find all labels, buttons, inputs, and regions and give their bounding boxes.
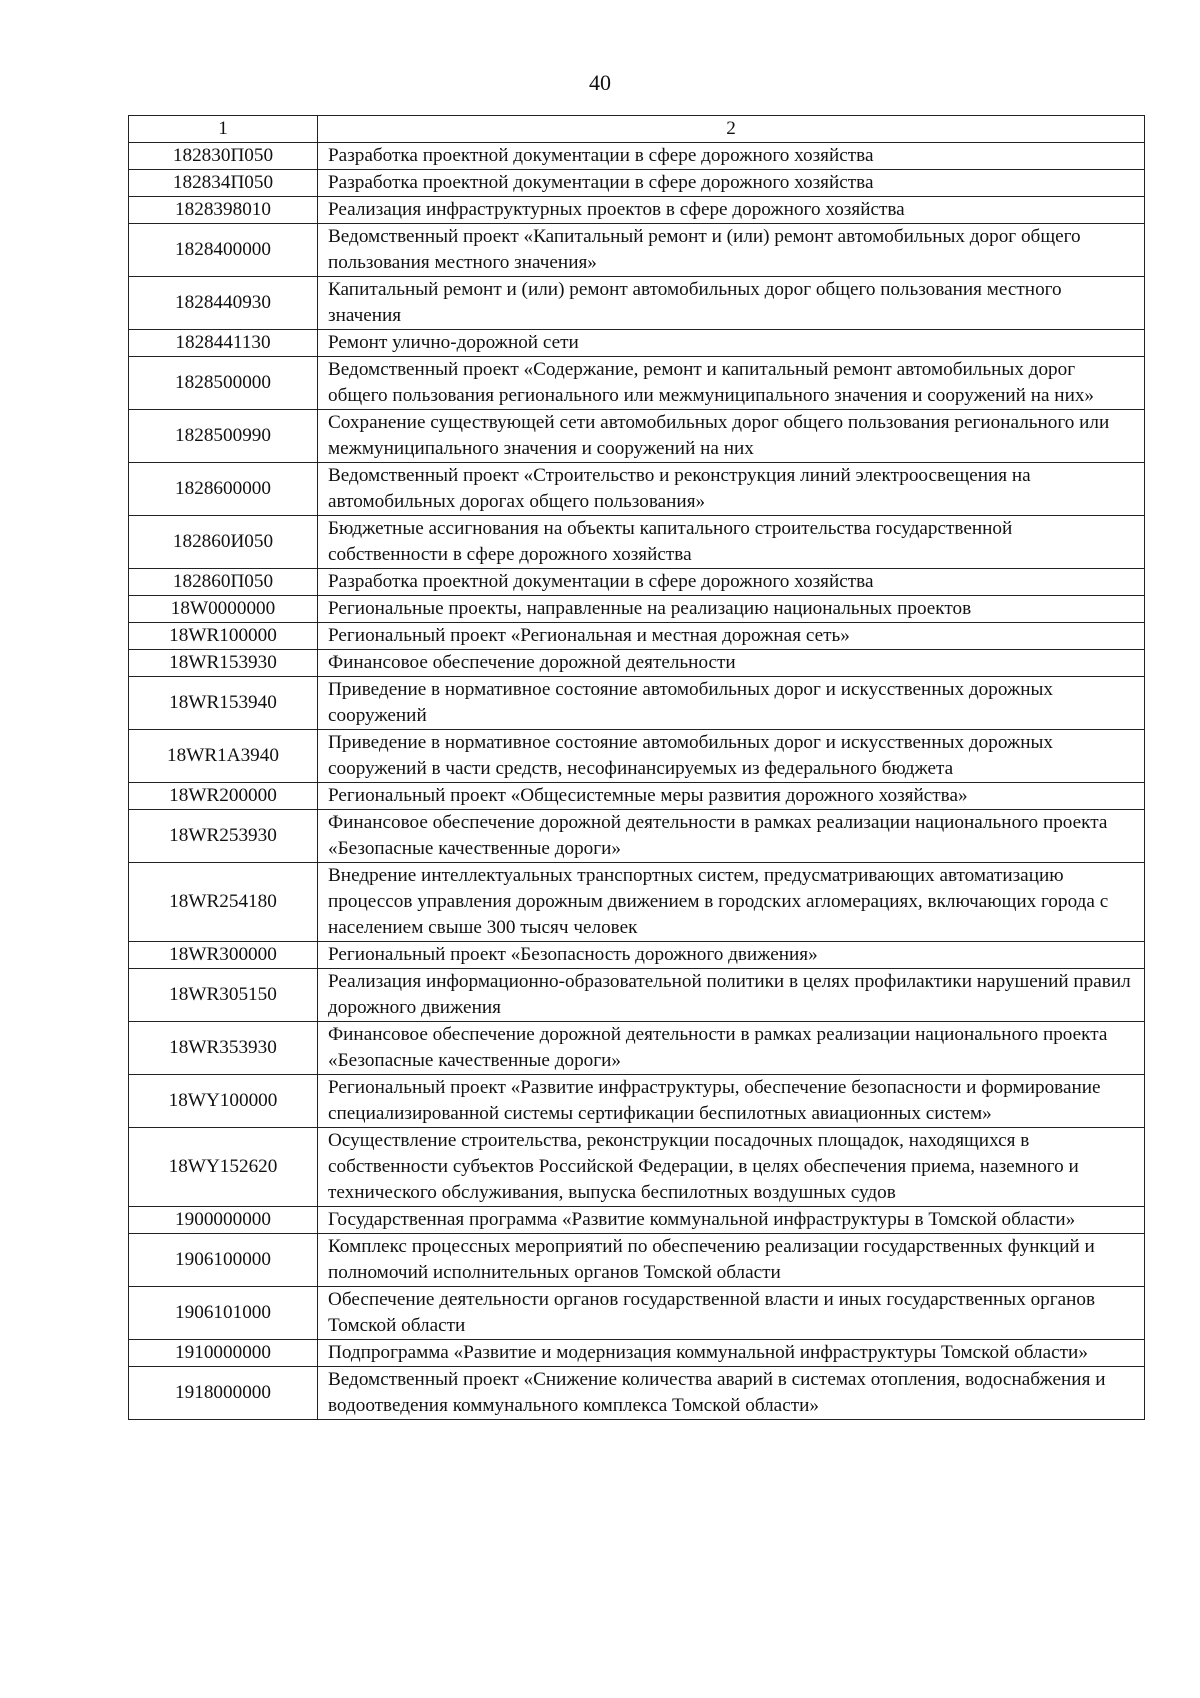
row-code: 182830П050 (129, 143, 318, 170)
row-name: Разработка проектной документации в сфере дорожного хозяйства (318, 143, 1145, 170)
table-row (129, 863, 1145, 942)
table-row (129, 277, 1145, 330)
row-code: 1900000000 (129, 1207, 318, 1234)
table-row (129, 330, 1145, 357)
row-name: Осуществление строительства, реконструкции посадочных площадок, находящихся в собственности субъектов Российской Федерации, в целях обеспечения приема, наземного и технического обслуживания, выпуска беспилотных воздушных судов (318, 1128, 1145, 1207)
row-code: 1910000000 (129, 1340, 318, 1367)
row-name: Региональный проект «Развитие инфраструктуры, обеспечение безопасности и формирование специализированной системы сертификации беспилотных авиационных систем» (318, 1075, 1145, 1128)
table-row (129, 1128, 1145, 1207)
table-row (129, 224, 1145, 277)
row-name: Ведомственный проект «Снижение количества аварий в системах отопления, водоснабжения и водоотведения коммунального комплекса Томской области» (318, 1367, 1145, 1420)
row-code: 1828440930 (129, 277, 318, 330)
row-name: Приведение в нормативное состояние автомобильных дорог и искусственных дорожных сооружений (318, 677, 1145, 730)
table-row (129, 1340, 1145, 1367)
page-number: 40 (589, 70, 611, 95)
row-code: 18WY152620 (129, 1128, 318, 1207)
row-code: 18WR253930 (129, 810, 318, 863)
row-name: Бюджетные ассигнования на объекты капитального строительства государственной собственности в сфере дорожного хозяйства (318, 516, 1145, 569)
table-header-row (129, 116, 1145, 143)
row-name: Государственная программа «Развитие коммунальной инфраструктуры в Томской области» (318, 1207, 1145, 1234)
row-name: Реализация информационно-образовательной политики в целях профилактики нарушений правил дорожного движения (318, 969, 1145, 1022)
row-code: 1906100000 (129, 1234, 318, 1287)
table-row (129, 650, 1145, 677)
row-name: Региональный проект «Общесистемные меры развития дорожного хозяйства» (318, 783, 1145, 810)
table-row (129, 170, 1145, 197)
table-row (129, 969, 1145, 1022)
row-code: 1918000000 (129, 1367, 318, 1420)
row-code: 1828500990 (129, 410, 318, 463)
table-row (129, 1287, 1145, 1340)
table-row (129, 596, 1145, 623)
table-row (129, 677, 1145, 730)
table-row (129, 623, 1145, 650)
row-code: 18WR200000 (129, 783, 318, 810)
row-name: Финансовое обеспечение дорожной деятельности в рамках реализации национального проекта «Безопасные качественные дороги» (318, 810, 1145, 863)
row-code: 18WR254180 (129, 863, 318, 942)
table-row (129, 569, 1145, 596)
row-name: Капитальный ремонт и (или) ремонт автомобильных дорог общего пользования местного значения (318, 277, 1145, 330)
row-name: Региональный проект «Безопасность дорожного движения» (318, 942, 1145, 969)
row-code: 18WR305150 (129, 969, 318, 1022)
row-code: 1828398010 (129, 197, 318, 224)
row-code: 18WR1A3940 (129, 730, 318, 783)
row-name: Региональные проекты, направленные на реализацию национальных проектов (318, 596, 1145, 623)
table-row (129, 410, 1145, 463)
table-row (129, 942, 1145, 969)
column-header-name: 2 (318, 116, 1145, 143)
row-code: 18WR100000 (129, 623, 318, 650)
table-row (129, 516, 1145, 569)
table-row (129, 810, 1145, 863)
row-code: 1828600000 (129, 463, 318, 516)
row-name: Ведомственный проект «Содержание, ремонт и капитальный ремонт автомобильных дорог общего пользования регионального или межмуниципального значения и сооружений на них» (318, 357, 1145, 410)
row-code: 18WY100000 (129, 1075, 318, 1128)
row-name: Финансовое обеспечение дорожной деятельности в рамках реализации национального проекта «Безопасные качественные дороги» (318, 1022, 1145, 1075)
row-code: 18WR300000 (129, 942, 318, 969)
row-name: Региональный проект «Региональная и местная дорожная сеть» (318, 623, 1145, 650)
row-name: Внедрение интеллектуальных транспортных систем, предусматривающих автоматизацию процессов управления дорожным движением в городских агломерациях, включающих города с населением свыше 300 тысяч человек (318, 863, 1145, 942)
row-name: Финансовое обеспечение дорожной деятельности (318, 650, 1145, 677)
row-name: Ведомственный проект «Капитальный ремонт и (или) ремонт автомобильных дорог общего пользования местного значения» (318, 224, 1145, 277)
table-row (129, 730, 1145, 783)
row-code: 182860П050 (129, 569, 318, 596)
table-body (129, 143, 1145, 1420)
row-code: 1828441130 (129, 330, 318, 357)
row-code: 182834П050 (129, 170, 318, 197)
row-name: Ремонт улично-дорожной сети (318, 330, 1145, 357)
row-name: Комплекс процессных мероприятий по обеспечению реализации государственных функций и полномочий исполнительных органов Томской области (318, 1234, 1145, 1287)
row-name: Сохранение существующей сети автомобильных дорог общего пользования регионального или межмуниципального значения и сооружений на них (318, 410, 1145, 463)
table-row (129, 1022, 1145, 1075)
row-name: Разработка проектной документации в сфере дорожного хозяйства (318, 569, 1145, 596)
row-name: Ведомственный проект «Строительство и реконструкция линий электроосвещения на автомобильных дорогах общего пользования» (318, 463, 1145, 516)
table-row (129, 143, 1145, 170)
row-code: 1906101000 (129, 1287, 318, 1340)
row-code: 18WR153940 (129, 677, 318, 730)
table-row (129, 463, 1145, 516)
row-code: 1828500000 (129, 357, 318, 410)
column-header-code: 1 (129, 116, 318, 143)
row-name: Разработка проектной документации в сфере дорожного хозяйства (318, 170, 1145, 197)
table-row (129, 197, 1145, 224)
row-code: 18WR153930 (129, 650, 318, 677)
row-name: Приведение в нормативное состояние автомобильных дорог и искусственных дорожных сооружений в части средств, несофинансируемых из федерального бюджета (318, 730, 1145, 783)
classification-table (128, 115, 1145, 1420)
row-code: 18W0000000 (129, 596, 318, 623)
table-row (129, 357, 1145, 410)
row-code: 182860И050 (129, 516, 318, 569)
table-row (129, 783, 1145, 810)
table-row (129, 1075, 1145, 1128)
table-row (129, 1234, 1145, 1287)
row-name: Реализация инфраструктурных проектов в сфере дорожного хозяйства (318, 197, 1145, 224)
row-name: Обеспечение деятельности органов государственной власти и иных государственных органов Томской области (318, 1287, 1145, 1340)
row-code: 18WR353930 (129, 1022, 318, 1075)
row-name: Подпрограмма «Развитие и модернизация коммунальной инфраструктуры Томской области» (318, 1340, 1145, 1367)
row-code: 1828400000 (129, 224, 318, 277)
table-row (129, 1367, 1145, 1420)
table-row (129, 1207, 1145, 1234)
